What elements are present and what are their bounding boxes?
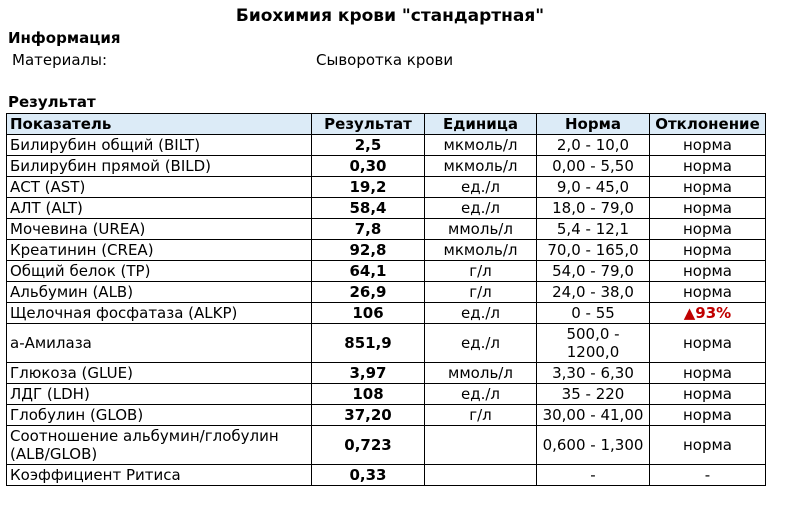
table-row bbox=[7, 240, 766, 261]
unit-cell: мкмоль/л bbox=[425, 240, 537, 261]
norm-cell: 0,600 - 1,300 bbox=[537, 426, 650, 465]
unit-cell: г/л bbox=[425, 261, 537, 282]
unit-cell: г/л bbox=[425, 282, 537, 303]
column-header-norm: Норма bbox=[537, 114, 650, 135]
norm-cell: 0 - 55 bbox=[537, 303, 650, 324]
unit-cell: ммоль/л bbox=[425, 363, 537, 384]
info-heading: Информация bbox=[8, 29, 121, 47]
table-row bbox=[7, 177, 766, 198]
indicator-cell: Билирубин общий (BILT) bbox=[7, 135, 312, 156]
indicator-cell: Билирубин прямой (BILD) bbox=[7, 156, 312, 177]
table-row bbox=[7, 384, 766, 405]
result-cell: 0,30 bbox=[312, 156, 425, 177]
deviation-cell: норма bbox=[650, 363, 766, 384]
result-cell: 2,5 bbox=[312, 135, 425, 156]
deviation-cell: норма bbox=[650, 219, 766, 240]
norm-cell: 18,0 - 79,0 bbox=[537, 198, 650, 219]
unit-cell: ед./л bbox=[425, 177, 537, 198]
deviation-cell: ▲93% bbox=[650, 303, 766, 324]
result-cell: 92,8 bbox=[312, 240, 425, 261]
table-row bbox=[7, 135, 766, 156]
result-cell: 58,4 bbox=[312, 198, 425, 219]
indicator-cell: Альбумин (ALB) bbox=[7, 282, 312, 303]
result-cell: 7,8 bbox=[312, 219, 425, 240]
norm-cell: 54,0 - 79,0 bbox=[537, 261, 650, 282]
indicator-cell: Креатинин (CREA) bbox=[7, 240, 312, 261]
result-cell: 64,1 bbox=[312, 261, 425, 282]
norm-cell: 3,30 - 6,30 bbox=[537, 363, 650, 384]
deviation-cell: норма bbox=[650, 324, 766, 363]
table-row bbox=[7, 324, 766, 363]
unit-cell bbox=[425, 426, 537, 465]
table-row bbox=[7, 363, 766, 384]
results-table bbox=[6, 113, 766, 486]
result-cell: 19,2 bbox=[312, 177, 425, 198]
column-header-result: Результат bbox=[312, 114, 425, 135]
report-title: Биохимия крови "стандартная" bbox=[235, 6, 545, 26]
indicator-cell: АСТ (AST) bbox=[7, 177, 312, 198]
table-row bbox=[7, 261, 766, 282]
result-cell: 851,9 bbox=[312, 324, 425, 363]
norm-cell: 70,0 - 165,0 bbox=[537, 240, 650, 261]
indicator-cell: ЛДГ (LDH) bbox=[7, 384, 312, 405]
table-row bbox=[7, 465, 766, 486]
deviation-cell: норма bbox=[650, 156, 766, 177]
indicator-cell: Глюкоза (GLUE) bbox=[7, 363, 312, 384]
table-row bbox=[7, 198, 766, 219]
indicator-cell: Мочевина (UREA) bbox=[7, 219, 312, 240]
indicator-cell: Общий белок (TP) bbox=[7, 261, 312, 282]
deviation-cell: норма bbox=[650, 426, 766, 465]
result-cell: 0,723 bbox=[312, 426, 425, 465]
unit-cell: ед./л bbox=[425, 303, 537, 324]
indicator-cell: Щелочная фосфатаза (ALKP) bbox=[7, 303, 312, 324]
norm-cell: 35 - 220 bbox=[537, 384, 650, 405]
unit-cell: г/л bbox=[425, 405, 537, 426]
table-row bbox=[7, 156, 766, 177]
norm-cell: 0,00 - 5,50 bbox=[537, 156, 650, 177]
norm-cell: 5,4 - 12,1 bbox=[537, 219, 650, 240]
table-row bbox=[7, 426, 766, 465]
table-row bbox=[7, 405, 766, 426]
column-header-deviation: Отклонение bbox=[650, 114, 766, 135]
deviation-cell: норма bbox=[650, 135, 766, 156]
materials-label: Материалы: bbox=[12, 51, 108, 69]
result-heading: Результат bbox=[8, 93, 96, 111]
unit-cell: ммоль/л bbox=[425, 219, 537, 240]
norm-cell: 500,0 - 1200,0 bbox=[537, 324, 650, 363]
result-cell: 26,9 bbox=[312, 282, 425, 303]
table-row bbox=[7, 282, 766, 303]
unit-cell: ед./л bbox=[425, 198, 537, 219]
unit-cell: мкмоль/л bbox=[425, 156, 537, 177]
result-cell: 3,97 bbox=[312, 363, 425, 384]
materials-value: Сыворотка крови bbox=[316, 51, 454, 69]
deviation-cell: норма bbox=[650, 261, 766, 282]
deviation-cell: норма bbox=[650, 384, 766, 405]
norm-cell: 2,0 - 10,0 bbox=[537, 135, 650, 156]
norm-cell: - bbox=[537, 465, 650, 486]
unit-cell: ед./л bbox=[425, 324, 537, 363]
indicator-cell: a-Амилаза bbox=[7, 324, 312, 363]
result-cell: 108 bbox=[312, 384, 425, 405]
indicator-cell: Глобулин (GLOB) bbox=[7, 405, 312, 426]
table-header-row bbox=[7, 114, 766, 135]
table-row bbox=[7, 303, 766, 324]
result-cell: 106 bbox=[312, 303, 425, 324]
deviation-cell: норма bbox=[650, 405, 766, 426]
table-row bbox=[7, 219, 766, 240]
column-header-unit: Единица bbox=[425, 114, 537, 135]
unit-cell bbox=[425, 465, 537, 486]
result-cell: 0,33 bbox=[312, 465, 425, 486]
indicator-cell: Соотношение альбумин/глобулин (ALB/GLOB) bbox=[7, 426, 312, 465]
deviation-cell: - bbox=[650, 465, 766, 486]
deviation-cell: норма bbox=[650, 177, 766, 198]
norm-cell: 30,00 - 41,00 bbox=[537, 405, 650, 426]
deviation-cell: норма bbox=[650, 282, 766, 303]
norm-cell: 9,0 - 45,0 bbox=[537, 177, 650, 198]
result-cell: 37,20 bbox=[312, 405, 425, 426]
deviation-cell: норма bbox=[650, 198, 766, 219]
norm-cell: 24,0 - 38,0 bbox=[537, 282, 650, 303]
indicator-cell: Коэффициент Ритиса bbox=[7, 465, 312, 486]
unit-cell: мкмоль/л bbox=[425, 135, 537, 156]
column-header-indicator: Показатель bbox=[7, 114, 312, 135]
deviation-cell: норма bbox=[650, 240, 766, 261]
unit-cell: ед./л bbox=[425, 384, 537, 405]
indicator-cell: АЛТ (ALT) bbox=[7, 198, 312, 219]
